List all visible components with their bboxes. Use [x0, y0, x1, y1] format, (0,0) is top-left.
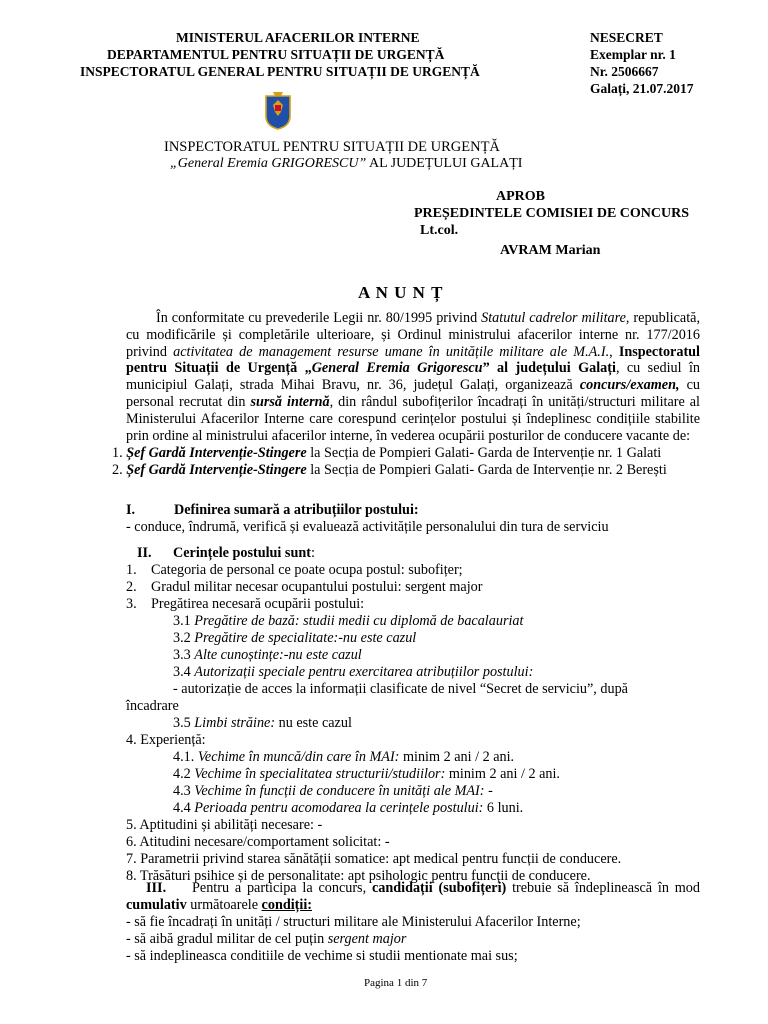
unit-name-line2: [170, 156, 522, 172]
unit-name-italic: „General Eremia GRIGORESCU”: [170, 156, 367, 171]
approve-label: APROB: [496, 189, 545, 204]
sub-item-4-1: 4.1. Vechime în muncă/din care în MAI: minim 2 ani / 2 ani.: [173, 749, 515, 765]
section-2-heading: II. Cerințele postului sunt:: [137, 545, 315, 561]
inspectorate-name: INSPECTORATUL GENERAL PENTRU SITUAȚII DE URGENȚĂ: [80, 64, 480, 79]
sub-item-3-3: 3.3 Alte cunoștințe:-nu este cazul: [173, 647, 362, 663]
page-footer: Pagina 1 din 7: [364, 977, 428, 989]
document-number: Nr. 2506667: [590, 64, 659, 79]
requirement-item-1: 1. Categoria de personal ce poate ocupa postul: subofițer;: [126, 562, 463, 578]
post-item-2: 2. Șef Gardă Intervenție-Stingere la Secția de Pompieri Galati- Garda de Intervenție nr. 2 Berești: [112, 462, 667, 478]
coat-of-arms-icon: [264, 90, 292, 130]
requirement-item-2: 2. Gradul militar necesar ocupantului postului: sergent major: [126, 579, 483, 595]
sub-item-3-2: 3.2 Pregătire de specialitate:-nu este cazul: [173, 630, 417, 646]
approver-title: PREȘEDINTELE COMISIEI DE CONCURS: [414, 206, 690, 221]
unit-name-line1: INSPECTORATUL PENTRU SITUAȚII DE URGENȚĂ: [164, 139, 500, 155]
place-date: Galați, 21.07.2017: [590, 81, 694, 96]
sub-item-3-4: 3.4 Autorizații speciale pentru exercitarea atribuțiilor postului:: [173, 664, 534, 680]
copy-number: Exemplar nr. 1: [590, 47, 676, 62]
section-1-text: - conduce, îndrumă, verifică și evaluează activitățile personalului din tura de serviciu: [126, 519, 609, 535]
intro-paragraph: În conformitate cu prevederile Legii nr. 80/1995 privind Statutul cadrelor militare, republicată, cu modificările și completările ulterioare, și Ordinul ministrului afacerilor interne nr. 177/2016 privind activitatea de management resurse umane în unitățile militare ale M.A.I., Inspectoratul pentru Situații de Urgență „General Eremia Grigorescu” al județului Galați, cu sediul în municipiul Galați, strada Mihai Bravu, nr. 36, județul Galați, organizează concurs/examen, cu personal recrutat din sursă internă, din rândul subofițerilor încadrați în unități/structuri militare al Ministerului Afacerilor Interne care corespund cerințelor postului și îndeplinesc condițiile stabilite prin ordine al ministrului afacerilor interne, în vederea ocupării posturilor de conducere vacante de:: [126, 310, 701, 444]
section-1-heading: I. Definirea sumară a atribuțiilor postului:: [126, 502, 419, 518]
authorization-line-1: - autorizație de acces la informații clasificate de nivel “Secret de serviciu”, după: [173, 681, 628, 697]
approver-rank: Lt.col.: [420, 223, 459, 238]
unit-name-rest: AL JUDEȚULUI GALAȚI: [366, 156, 523, 171]
requirement-item-7: 7. Parametrii privind starea sănătății somatice: apt medical pentru funcții de conducere.: [126, 851, 622, 867]
ministry-name: MINISTERUL AFACERILOR INTERNE: [176, 30, 420, 45]
condition-3: - să indeplineasca conditiile de vechime si studii mentionate mai sus;: [126, 948, 518, 964]
sub-item-3-1: 3.1 Pregătire de bază: studii medii cu diplomă de bacalauriat: [173, 613, 524, 629]
condition-2: - să aibă gradul militar de cel puțin sergent major: [126, 931, 407, 947]
post-item-1: 1. Șef Gardă Intervenție-Stingere la Secția de Pompieri Galati- Garda de Intervenție nr. 1 Galati: [112, 445, 662, 461]
requirement-item-8: 8. Trăsături psihice și de personalitate: apt psihologic pentru funcții de conducere.: [126, 868, 591, 884]
approver-name: AVRAM Marian: [500, 243, 601, 258]
document-title: A N U N Ț: [358, 283, 444, 302]
requirement-item-6: 6. Atitudini necesare/comportament solicitat: -: [126, 834, 390, 850]
department-name: DEPARTAMENTUL PENTRU SITUAȚII DE URGENȚĂ: [107, 47, 445, 62]
condition-1: - să fie încadrați în unități / structuri militare ale Ministerului Afacerilor Interne;: [126, 914, 581, 930]
requirement-item-3: 3. Pregătirea necesară ocupării postului:: [126, 596, 365, 612]
sub-item-4-4: 4.4 Perioada pentru acomodarea la cerințele postului: 6 luni.: [173, 800, 524, 816]
section-3-paragraph: III. Pentru a participa la concurs, candidații (subofițeri) trebuie să îndeplinească în mod cumulativ următoarele condiții:: [126, 880, 700, 913]
requirement-item-5: 5. Aptitudini și abilități necesare: -: [126, 817, 323, 833]
authorization-line-2: încadrare: [126, 698, 179, 714]
sub-item-4-2: 4.2 Vechime în specialitatea structurii/studiilor: minim 2 ani / 2 ani.: [173, 766, 560, 782]
sub-item-4-3: 4.3 Vechime în funcții de conducere în unități ale MAI: -: [173, 783, 493, 799]
classification-label: NESECRET: [590, 30, 663, 45]
requirement-item-4: 4. Experiență:: [126, 732, 206, 748]
sub-item-3-5: 3.5 Limbi străine: nu este cazul: [173, 715, 352, 731]
